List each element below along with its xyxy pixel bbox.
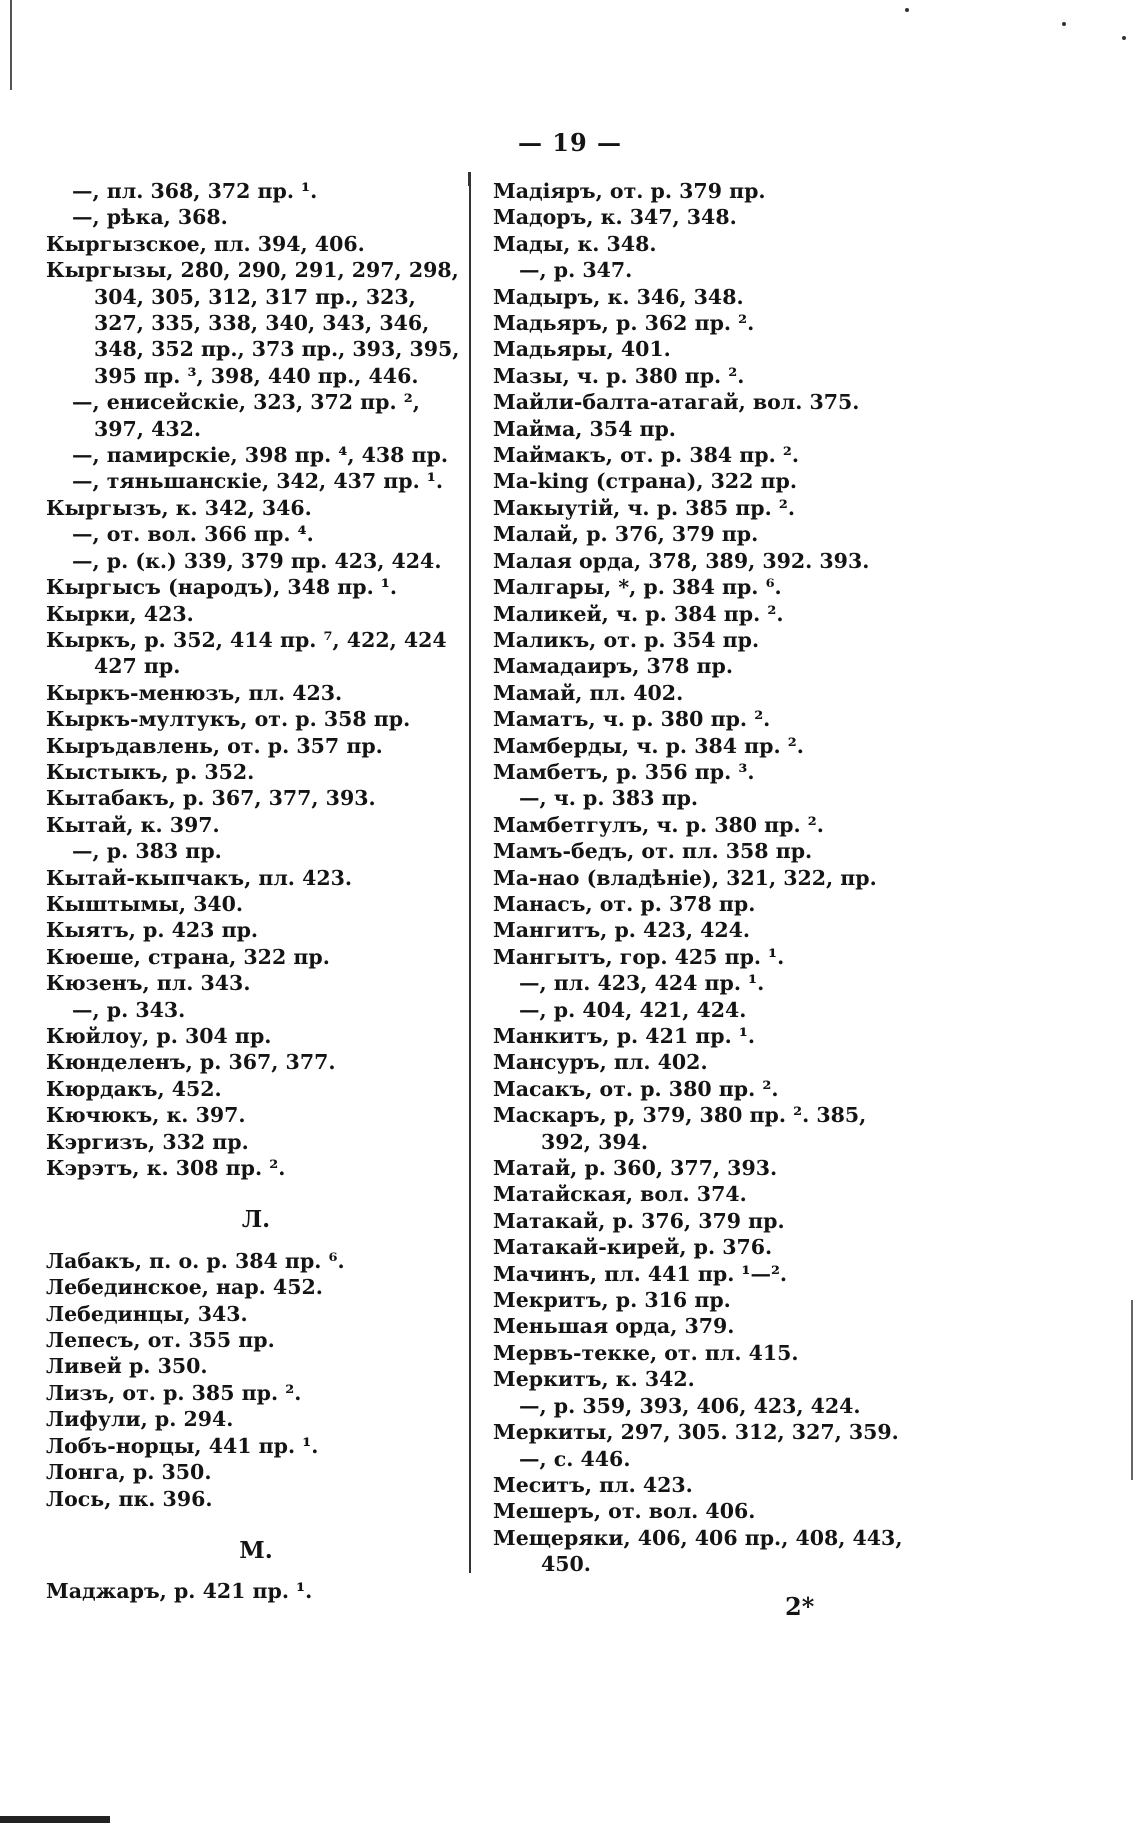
index-entry: Лобъ-норцы, 441 пр. ¹. xyxy=(46,1433,319,1458)
index-subentry: —, енисейскіе, 323, 372 пр. ², 397, 432. xyxy=(72,390,420,441)
index-entry: Кэрэтъ, к. 308 пр. ². xyxy=(46,1156,286,1181)
index-subentry: —, р. 347. xyxy=(519,258,633,283)
index-entry: Кючюкъ, к. 397. xyxy=(46,1103,246,1128)
index-entry: Матакай, р. 376, 379 пр. xyxy=(493,1208,785,1233)
index-entry: Майли-балта-атагай, вол. 375. xyxy=(493,390,860,415)
index-entry: Кыстыкъ, р. 352. xyxy=(46,759,255,784)
index-entry: Ма-нао (владѣніе), 321, 322, пр. xyxy=(493,865,877,890)
index-entry: Кыръдавлень, от. р. 357 пр. xyxy=(46,733,383,758)
section-letter: Л. xyxy=(241,1206,271,1234)
index-subentry: —, памирскіе, 398 пр. ⁴, 438 пр. xyxy=(72,443,448,468)
index-entry: Лепесъ, от. 355 пр. xyxy=(46,1328,275,1353)
index-entry: Мазы, ч. р. 380 пр. ². xyxy=(493,363,745,388)
index-entry: Лабакъ, п. о. р. 384 пр. ⁶. xyxy=(46,1248,345,1273)
index-subentry: —, пл. 423, 424 пр. ¹. xyxy=(519,971,765,996)
index-entry: Мадьяры, 401. xyxy=(493,337,671,362)
index-entry: Маликей, ч. р. 384 пр. ². xyxy=(493,601,784,626)
index-subentry: —, р. 404, 421, 424. xyxy=(519,997,747,1022)
index-entry: Мамбетъ, р. 356 пр. ³. xyxy=(493,759,755,784)
index-entry: Мангитъ, р. 423, 424. xyxy=(493,918,751,943)
index-entry: Манкитъ, р. 421 пр. ¹. xyxy=(493,1024,755,1048)
index-entry: Мадоръ, к. 347, 348. xyxy=(493,205,737,230)
index-column-right xyxy=(493,178,913,1578)
index-entry: Кытай-кыпчакъ, пл. 423. xyxy=(46,865,353,890)
index-entry: Матай, р. 360, 377, 393. xyxy=(493,1156,778,1181)
index-entry: Кыштымы, 340. xyxy=(46,891,244,916)
scan-edge-mark xyxy=(1131,1300,1133,1480)
index-entry: Маджаръ, р. 421 пр. ¹. xyxy=(46,1579,313,1604)
index-entry: Меньшая орда, 379. xyxy=(493,1314,735,1339)
index-entry: Мамбетгулъ, ч. р. 380 пр. ². xyxy=(493,812,824,837)
index-entry: Кыркъ-менюзъ, пл. 423. xyxy=(46,680,343,705)
scan-edge-mark xyxy=(10,0,12,90)
index-entry: Матайская, вол. 374. xyxy=(493,1182,747,1207)
index-entry: Малая орда, 378, 389, 392. 393. xyxy=(493,548,870,573)
index-subentry: —, ч. р. 383 пр. xyxy=(519,786,699,811)
index-entry: Меркитъ, к. 342. xyxy=(493,1367,695,1392)
index-entry: Мады, к. 348. xyxy=(493,231,657,256)
index-entry: Мадьяръ, р. 362 пр. ². xyxy=(493,311,755,336)
index-subentry: —, р. 359, 393, 406, 423, 424. xyxy=(519,1393,861,1418)
index-entry: Кэргизъ, 332 пр. xyxy=(46,1129,249,1154)
index-entry: Мадіяръ, от. р. 379 пр. xyxy=(493,179,766,203)
index-entry: Кыргызъ, к. 342, 346. xyxy=(46,495,312,520)
signature-mark: 2* xyxy=(785,1592,815,1621)
index-entry: Лонга, р. 350. xyxy=(46,1460,212,1485)
index-entry: Кюеше, страна, 322 пр. xyxy=(46,944,330,969)
index-entry: Лизъ, от. р. 385 пр. ². xyxy=(46,1380,302,1405)
index-entry: Кыркъ, р. 352, 414 пр. ⁷, 422, 424 427 пр. xyxy=(46,627,447,679)
index-entry: Маймакъ, от. р. 384 пр. ². xyxy=(493,443,799,468)
index-entry: Мешеръ, от. вол. 406. xyxy=(493,1499,756,1524)
index-entry: Ma-king (страна), 322 пр. xyxy=(493,469,798,494)
page-number: — 19 — xyxy=(517,128,623,157)
index-entry: Лось, пк. 396. xyxy=(46,1486,213,1511)
index-entry: Кюнделенъ, р. 367, 377. xyxy=(46,1050,336,1075)
index-subentry: —, р. (к.) 339, 379 пр. 423, 424. xyxy=(72,548,442,573)
index-entry: Мамъ-бедъ, от. пл. 358 пр. xyxy=(493,839,813,864)
index-entry: Кырки, 423. xyxy=(46,601,194,626)
index-entry: Маликъ, от. р. 354 пр. xyxy=(493,627,760,652)
index-entry: Макыутій, ч. р. 385 пр. ². xyxy=(493,495,795,520)
index-entry: Мансуръ, пл. 402. xyxy=(493,1050,708,1075)
index-subentry: —, пл. 368, 372 пр. ¹. xyxy=(72,179,318,203)
index-subentry: —, тяньшанскіе, 342, 437 пр. ¹. xyxy=(72,469,443,494)
index-entry: Лебединцы, 343. xyxy=(46,1301,248,1326)
index-entry: Кыятъ, р. 423 пр. xyxy=(46,918,259,943)
index-entry: Мамай, пл. 402. xyxy=(493,680,684,705)
index-subentry: —, с. 446. xyxy=(519,1446,631,1471)
index-subentry: —, рѣка, 368. xyxy=(72,205,228,230)
index-entry: Кюрдакъ, 452. xyxy=(46,1076,222,1101)
index-entry: Кыркъ-мултукъ, от. р. 358 пр. xyxy=(46,707,411,732)
index-entry: Мекритъ, р. 316 пр. xyxy=(493,1288,731,1313)
index-entry: Маматъ, ч. р. 380 пр. ². xyxy=(493,707,771,732)
index-entry: Малай, р. 376, 379 пр. xyxy=(493,522,759,547)
index-entry: Мамадаиръ, 378 пр. xyxy=(493,654,733,679)
index-subentry: —, р. 383 пр. xyxy=(72,839,222,864)
index-entry: Малгары, *, р. 384 пр. ⁶. xyxy=(493,575,782,600)
index-entry: Мещеряки, 406, 406 пр., 408, 443, 450. xyxy=(493,1525,903,1577)
index-column-left xyxy=(46,178,466,1605)
index-entry: Лифули, р. 294. xyxy=(46,1407,234,1432)
scan-speck xyxy=(1122,36,1126,40)
index-entry: Маскаръ, р, 379, 380 пр. ². 385, 392, 394. xyxy=(493,1103,867,1154)
index-entry: Кыргызы, 280, 290, 291, 297, 298, 304, 305, 312, 317 пр., 323, 327, 335, 338, 340, 343, 346, 348, 352 пр., 373 пр., 393, 395, 395 пр. ³, 398, 440 пр., 446. xyxy=(46,258,460,388)
index-entry: Масакъ, от. р. 380 пр. ². xyxy=(493,1076,779,1101)
index-entry: Матакай-кирей, р. 376. xyxy=(493,1235,773,1260)
index-entry: Кыргызское, пл. 394, 406. xyxy=(46,231,365,256)
index-entry: Кытабакъ, р. 367, 377, 393. xyxy=(46,786,376,811)
index-entry: Мервъ-текке, от. пл. 415. xyxy=(493,1340,799,1365)
index-entry: Лебединское, нар. 452. xyxy=(46,1275,323,1300)
scan-edge-mark xyxy=(0,1816,110,1823)
index-entry: Кюйлоу, р. 304 пр. xyxy=(46,1024,272,1048)
index-entry: Мачинъ, пл. 441 пр. ¹—². xyxy=(493,1261,788,1286)
index-entry: Майма, 354 пр. xyxy=(493,416,676,441)
column-divider xyxy=(469,178,471,1573)
index-entry: Кыргысъ (народъ), 348 пр. ¹. xyxy=(46,575,398,600)
index-entry: Меркиты, 297, 305. 312, 327, 359. xyxy=(493,1420,899,1445)
index-entry: Кюзенъ, пл. 343. xyxy=(46,971,251,996)
scan-speck xyxy=(1062,22,1066,26)
section-letter: М. xyxy=(239,1536,273,1564)
scan-speck xyxy=(905,8,909,12)
index-subentry: —, р. 343. xyxy=(72,997,186,1022)
index-entry: Ливей р. 350. xyxy=(46,1354,208,1379)
index-entry: Манасъ, от. р. 378 пр. xyxy=(493,891,756,916)
index-entry: Мадыръ, к. 346, 348. xyxy=(493,284,744,309)
index-entry: Мамберды, ч. р. 384 пр. ². xyxy=(493,733,804,758)
index-entry: Мангытъ, гор. 425 пр. ¹. xyxy=(493,944,785,969)
index-entry: Кытай, к. 397. xyxy=(46,812,220,837)
index-subentry: —, от. вол. 366 пр. ⁴. xyxy=(72,522,314,547)
index-entry: Меситъ, пл. 423. xyxy=(493,1472,693,1497)
